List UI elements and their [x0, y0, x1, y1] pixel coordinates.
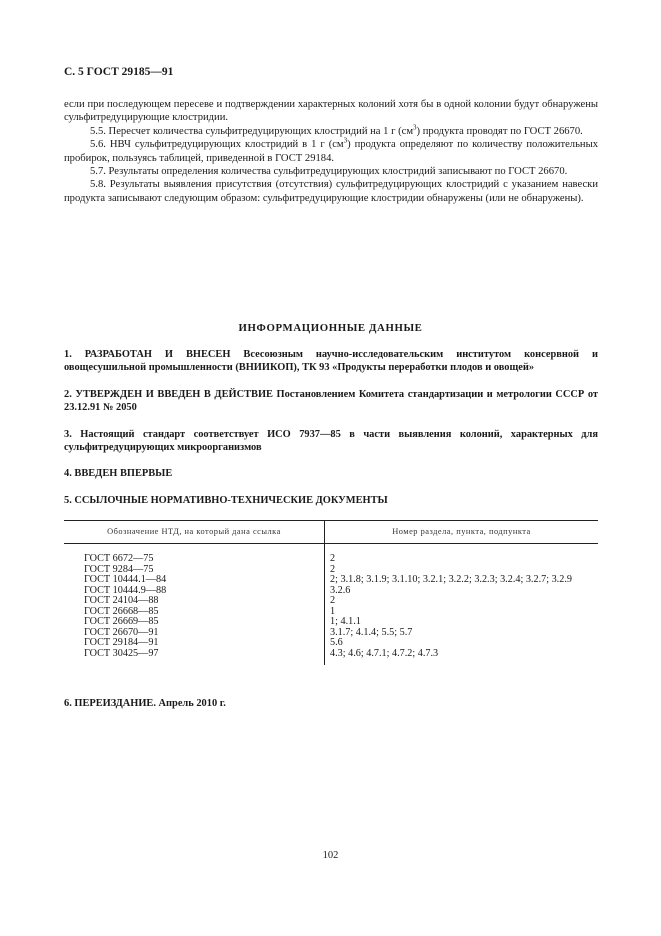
paragraph-continuation: если при последующем пересеве и подтверждении характерных колоний хотя бы в одной колонии будут обнаружены сульфитредуцирующие клостридии. — [64, 99, 598, 124]
table-cell: 4.3; 4.6; 4.7.1; 4.7.2; 4.7.3 — [330, 647, 439, 659]
table-header-cell: Обозначение НТД, на который дана ссылка — [64, 521, 325, 544]
info-item-2: 2. УТВЕРЖДЕН И ВВЕДЕН В ДЕЙСТВИЕ Постановлением Комитета стандартизации и метрологии СССР от 23.12.91 № 2050 — [64, 389, 598, 414]
table-header-cell: Номер раздела, пункта, подпункта — [325, 521, 599, 544]
paragraph-5-6 — [64, 138, 598, 165]
table-cell: ГОСТ 9284—75 — [64, 565, 325, 576]
table-cell: ГОСТ 29184—91 — [64, 638, 325, 649]
table-cell: ГОСТ 30425—97 — [64, 649, 325, 666]
table-cell: 3.2.6 — [330, 584, 351, 596]
paragraph-5-7: 5.7. Результаты определения количества сульфитредуцирующих клостридий записывают по ГОСТ 26670. — [90, 166, 568, 178]
table-cell: ГОСТ 6672—75 — [64, 544, 325, 565]
table-cell: 3.1.7; 4.1.4; 5.5; 5.7 — [330, 626, 413, 638]
info-section-title: ИНФОРМАЦИОННЫЕ ДАННЫЕ — [238, 322, 423, 334]
paragraph-5-5 — [64, 125, 598, 138]
paragraph-5-5-text-b: ) продукта проводят по ГОСТ 26670. — [416, 125, 583, 137]
table-cell: 2; 3.1.8; 3.1.9; 3.1.10; 3.2.1; 3.2.2; 3.2.3; 3.2.4; 3.2.7; 3.2.9 — [330, 574, 572, 585]
superscript: 3 — [413, 123, 417, 132]
table-cell: ГОСТ 26669—85 — [64, 617, 325, 628]
table-row — [64, 638, 598, 649]
paragraph-5-5-text-a: 5.5. Пересчет количества сульфитредуцирующих клостридий на 1 г (см — [90, 125, 414, 137]
table-cell: 2 — [330, 563, 336, 575]
table-cell: 1 — [330, 605, 336, 617]
table-row — [64, 649, 598, 666]
info-item-3: 3. Настоящий стандарт соответствует ИСО 7937—85 в части выявления колоний, характерных для сульфитредуцирующих микроорганизмов — [64, 429, 598, 454]
table-cell: ГОСТ 10444.9—88 — [64, 586, 325, 597]
table-cell: ГОСТ 10444.1—84 — [64, 575, 325, 586]
table-cell: 2 — [330, 553, 336, 564]
info-item-4: 4. ВВЕДЕН ВПЕРВЫЕ — [64, 468, 173, 479]
table-row — [64, 617, 598, 628]
table-row — [64, 575, 598, 586]
paragraph-5-6-text-a: 5.6. НВЧ сульфитредуцирующих клостридий в 1 г (см — [90, 139, 344, 151]
table-row — [64, 544, 598, 565]
page-number: 102 — [322, 850, 339, 861]
reference-documents-table — [64, 520, 598, 665]
info-item-1: 1. РАЗРАБОТАН И ВНЕСЕН Всесоюзным научно-исследовательским институтом консервной и овощесушильной промышленности (ВНИИКОП), ТК 93 «Продукты переработки плодов и овощей» — [64, 349, 598, 374]
table-header-row — [64, 521, 598, 544]
paragraph-5-8: 5.8. Результаты выявления присутствия (отсутствия) сульфитредуцирующих клостридий с указанием навески продукта записывают следующим образом: сульфитредуцирующие клостридии обнаружены (или не обнаружены). — [64, 179, 598, 204]
table-cell: 2 — [330, 595, 336, 606]
info-item-5: 5. ССЫЛОЧНЫЕ НОРМАТИВНО-ТЕХНИЧЕСКИЕ ДОКУМЕНТЫ — [64, 495, 388, 506]
info-item-6: 6. ПЕРЕИЗДАНИЕ. Апрель 2010 г. — [64, 698, 226, 709]
table-cell: 1; 4.1.1 — [330, 616, 361, 627]
paragraph-5-6-text-b: ) продукта определяют по количеству положительных пробирок, пользуясь таблицей, приведенной в ГОСТ 29184. — [64, 139, 599, 164]
table-row — [64, 596, 598, 607]
table-cell: ГОСТ 26668—85 — [64, 607, 325, 618]
superscript: 3 — [343, 136, 348, 145]
page-header: С. 5 ГОСТ 29185—91 — [64, 66, 174, 78]
table-cell: ГОСТ 26670—91 — [64, 628, 325, 639]
table-cell: ГОСТ 24104—88 — [64, 596, 325, 607]
table-cell: 5.6 — [330, 637, 343, 648]
body-text — [64, 98, 598, 205]
